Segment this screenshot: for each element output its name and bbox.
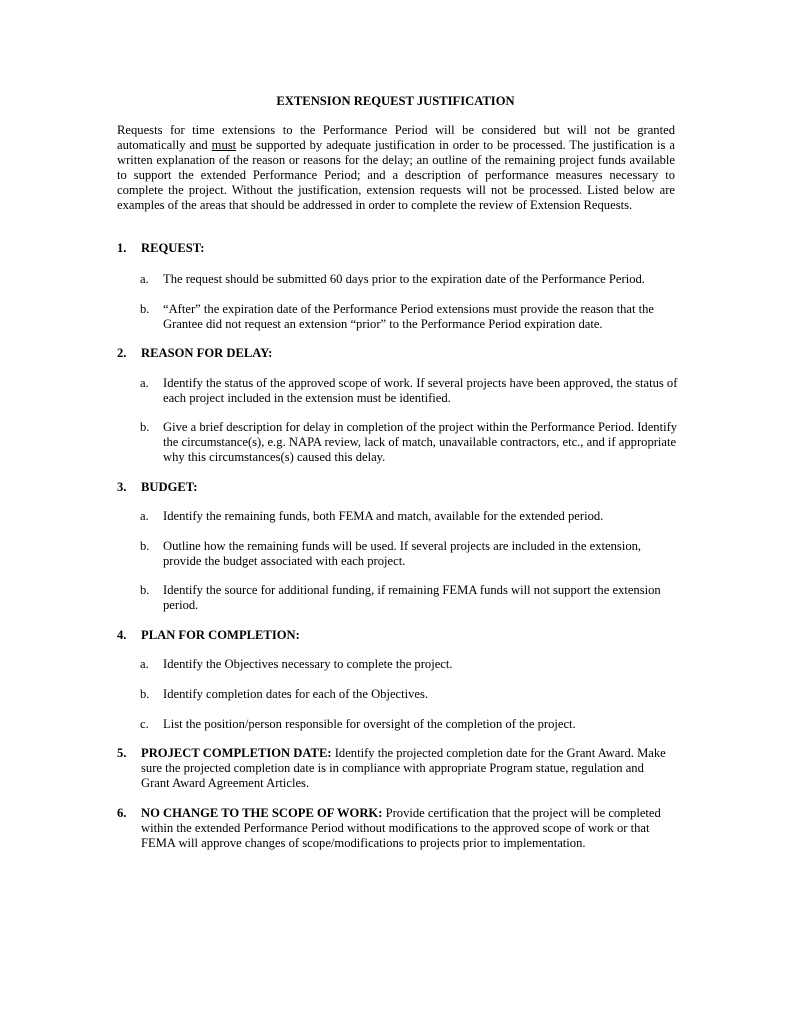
section-body [141, 806, 675, 851]
item-letter: a. [140, 376, 149, 390]
list-item [140, 272, 680, 287]
item-letter: a. [140, 657, 149, 671]
item-text: Identify completion dates for each of the Objectives. [163, 687, 429, 701]
list-item [140, 539, 680, 569]
list-item [140, 420, 680, 465]
list-item [140, 583, 680, 613]
section-number: 1. [117, 241, 127, 255]
section-title: PLAN FOR COMPLETION: [141, 628, 300, 642]
section-text: Provide certification that the project will be completed within the extended Performance Period without modifications to the approved scope of work or that FEMA will approve changes of scope/modifications to projects prior to implementation. [141, 806, 661, 850]
intro-text-part2: be supported by adequate justification in order to be processed. The justification is a written explanation of the reason or reasons for the delay; an outline of the remaining project funds available to support the extended Performance Period; and a description of performance measures necessary to complete the project. Without the justification, extension requests will not be processed. Listed below are examples of the areas that should be addressed in order to complete the review of Extension Requests. [117, 138, 675, 212]
item-letter: b. [140, 687, 150, 701]
item-letter: b. [140, 583, 150, 597]
list-item [140, 687, 680, 702]
item-letter: a. [140, 272, 149, 286]
section-heading-request [117, 241, 204, 256]
intro-paragraph [117, 123, 675, 213]
list-item [140, 302, 680, 332]
item-text: Identify the remaining funds, both FEMA and match, available for the extended period. [163, 509, 604, 523]
section-number: 6. [117, 806, 127, 820]
section-number: 5. [117, 746, 127, 760]
intro-text-part1: Requests for time extensions to the Performance Period will be considered but will not be granted automatically and [117, 123, 675, 152]
list-item [140, 509, 680, 524]
section-title: PROJECT COMPLETION DATE: [141, 746, 332, 760]
item-text: The request should be submitted 60 days prior to the expiration date of the Performance Period. [163, 272, 645, 286]
item-letter: c. [140, 717, 149, 731]
section-no-change-to-scope [117, 806, 675, 851]
item-text: List the position/person responsible for oversight of the completion of the project. [163, 717, 576, 731]
item-text: “After” the expiration date of the Performance Period extensions must provide the reason that the Grantee did not request an extension “prior” to the Performance Period expiration date. [163, 302, 654, 331]
section-heading-budget [117, 480, 197, 495]
section-body [141, 746, 675, 791]
section-title: REQUEST: [141, 241, 205, 255]
section-heading-plan-for-completion [117, 628, 300, 643]
section-title: NO CHANGE TO THE SCOPE OF WORK: [141, 806, 383, 820]
list-item [140, 376, 680, 406]
item-letter: b. [140, 420, 150, 434]
item-text: Identify the status of the approved scope of work. If several projects have been approved, the status of each project included in the extension must be identified. [163, 376, 678, 405]
list-item [140, 657, 680, 672]
section-title: BUDGET: [141, 480, 198, 494]
list-item [140, 717, 680, 732]
section-heading-reason-for-delay [117, 346, 272, 361]
section-number: 4. [117, 628, 127, 642]
document-title: EXTENSION REQUEST JUSTIFICATION [276, 94, 515, 108]
item-text: Give a brief description for delay in completion of the project within the Performance Period. Identify the circumstance(s), e.g. NAPA review, lack of match, unavailable contractors, etc., and if appropriate why this circumstances(s) caused this delay. [163, 420, 678, 464]
section-text: Identify the projected completion date for the Grant Award. Make sure the projected completion date is in compliance with appropriate Program statue, regulation and Grant Award Agreement Articles. [141, 746, 666, 790]
section-project-completion-date [117, 746, 675, 791]
item-text: Identify the Objectives necessary to complete the project. [163, 657, 453, 671]
section-title: REASON FOR DELAY: [141, 346, 273, 360]
item-letter: b. [140, 539, 150, 553]
item-text: Outline how the remaining funds will be used. If several projects are included in the extension, provide the budget associated with each project. [163, 539, 642, 568]
item-letter: a. [140, 509, 149, 523]
intro-underlined-word: must [211, 138, 237, 152]
item-text: Identify the source for additional funding, if remaining FEMA funds will not support the extension period. [163, 583, 661, 612]
section-number: 3. [117, 480, 127, 494]
item-letter: b. [140, 302, 150, 316]
section-number: 2. [117, 346, 127, 360]
